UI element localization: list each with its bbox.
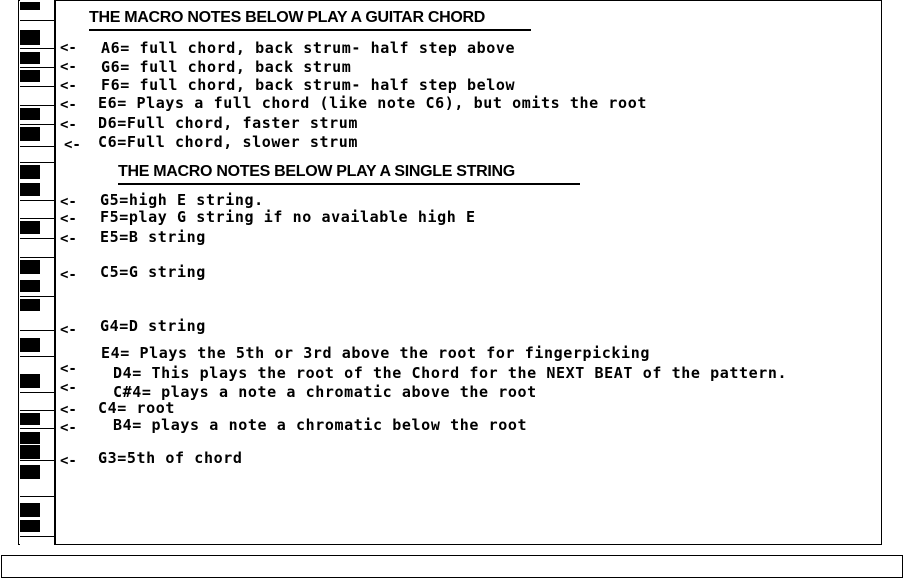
arrow-icon: <- bbox=[60, 211, 77, 227]
black-key[interactable] bbox=[20, 413, 40, 425]
arrow-icon: <- bbox=[60, 59, 77, 75]
white-key-divider bbox=[20, 460, 56, 461]
chord-note-e6: E6= Plays a full chord (like note C6), but omits the root bbox=[98, 94, 647, 112]
black-key[interactable] bbox=[20, 432, 40, 444]
string-note-g3: G3=5th of chord bbox=[98, 449, 243, 467]
black-key[interactable] bbox=[20, 445, 40, 459]
chord-section-heading bbox=[89, 9, 485, 27]
black-key[interactable] bbox=[20, 465, 40, 479]
arrow-icon: <- bbox=[60, 322, 77, 338]
black-key[interactable] bbox=[20, 299, 40, 311]
arrow-icon: <- bbox=[60, 453, 77, 469]
white-key-divider bbox=[20, 105, 56, 106]
white-key-divider bbox=[20, 496, 56, 497]
white-key-divider bbox=[20, 257, 56, 258]
black-key[interactable] bbox=[20, 127, 40, 141]
heading-underline bbox=[118, 183, 580, 185]
white-key-divider bbox=[20, 330, 56, 331]
white-key-divider bbox=[20, 218, 56, 219]
black-key[interactable] bbox=[20, 338, 40, 352]
black-key[interactable] bbox=[20, 374, 40, 388]
heading-underline bbox=[89, 29, 531, 31]
black-key[interactable] bbox=[20, 52, 40, 64]
arrow-icon: <- bbox=[60, 117, 77, 133]
white-key-divider bbox=[20, 356, 56, 357]
white-key-divider bbox=[20, 146, 56, 147]
white-key-divider bbox=[20, 48, 56, 49]
piano-keyboard[interactable] bbox=[20, 0, 56, 545]
white-key-divider bbox=[20, 392, 56, 393]
black-key[interactable] bbox=[20, 503, 40, 517]
arrow-icon: <- bbox=[60, 97, 77, 113]
string-note-f5: F5=play G string if no available high E bbox=[100, 208, 476, 226]
white-key-divider bbox=[20, 20, 56, 21]
chord-note-a6: A6= full chord, back strum- half step above bbox=[101, 39, 516, 57]
arrow-icon: <- bbox=[60, 380, 77, 396]
chord-note-f6: F6= full chord, back strum- half step below bbox=[101, 76, 516, 94]
arrow-icon: <- bbox=[60, 231, 77, 247]
black-key[interactable] bbox=[20, 165, 40, 179]
white-key-divider bbox=[20, 67, 56, 68]
string-note-b4: B4= plays a note a chromatic below the root bbox=[113, 416, 528, 434]
white-key-divider bbox=[20, 124, 56, 125]
arrow-icon: <- bbox=[64, 137, 81, 153]
white-key-divider bbox=[20, 162, 56, 163]
white-key-divider bbox=[20, 428, 56, 429]
black-key[interactable] bbox=[20, 30, 40, 45]
single-string-heading-text: THE MACRO NOTES BELOW PLAY A SINGLE STRING bbox=[118, 163, 515, 180]
string-note-c4: C4= root bbox=[98, 399, 176, 417]
chord-note-d6: D6=Full chord, faster strum bbox=[98, 114, 359, 132]
string-note-e5: E5=B string bbox=[100, 228, 206, 246]
string-note-g5: G5=high E string. bbox=[100, 191, 264, 209]
string-note-csharp4: C#4= plays a note a chromatic above the root bbox=[113, 383, 537, 401]
black-key[interactable] bbox=[20, 520, 40, 532]
chord-heading-text: THE MACRO NOTES BELOW PLAY A GUITAR CHORD bbox=[89, 9, 486, 26]
arrow-icon: <- bbox=[60, 78, 77, 94]
white-key-divider bbox=[20, 238, 56, 239]
arrow-icon: <- bbox=[60, 40, 77, 56]
string-note-e4: E4= Plays the 5th or 3rd above the root for fingerpicking bbox=[101, 344, 650, 362]
white-key-divider bbox=[20, 86, 56, 87]
black-key[interactable] bbox=[20, 280, 40, 292]
white-key-divider bbox=[20, 536, 56, 537]
white-key-divider bbox=[20, 410, 56, 411]
chord-note-c6: C6=Full chord, slower strum bbox=[98, 133, 359, 151]
chord-note-g6: G6= full chord, back strum bbox=[101, 58, 352, 76]
arrow-icon: <- bbox=[60, 361, 77, 377]
string-note-c5: C5=G string bbox=[100, 263, 206, 281]
arrow-icon: <- bbox=[60, 267, 77, 283]
white-key-divider bbox=[20, 200, 56, 201]
black-key[interactable] bbox=[20, 260, 40, 274]
black-key[interactable] bbox=[20, 70, 40, 82]
string-note-g4: G4=D string bbox=[100, 317, 206, 335]
black-key[interactable] bbox=[20, 108, 40, 120]
black-key[interactable] bbox=[20, 2, 40, 10]
status-bar bbox=[1, 555, 903, 578]
string-note-d4: D4= This plays the root of the Chord for the NEXT BEAT of the pattern. bbox=[113, 364, 788, 382]
black-key[interactable] bbox=[20, 221, 40, 234]
single-string-section-heading bbox=[118, 163, 515, 181]
arrow-icon: <- bbox=[60, 420, 77, 436]
arrow-icon: <- bbox=[60, 194, 77, 210]
white-key-divider bbox=[20, 296, 56, 297]
black-key[interactable] bbox=[20, 183, 40, 196]
arrow-icon: <- bbox=[60, 402, 77, 418]
